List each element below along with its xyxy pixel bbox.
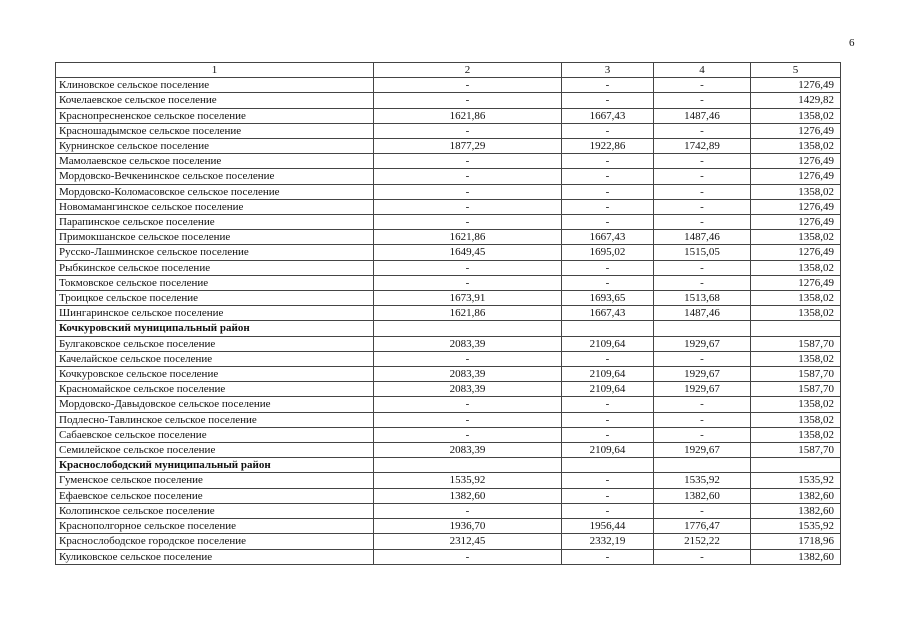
value-cell: 1382,60 <box>374 488 562 503</box>
table-body <box>56 63 841 565</box>
district-name: Краснослободский муниципальный район <box>56 458 374 473</box>
value-cell: 2083,39 <box>374 367 562 382</box>
settlement-name: Краснополгорное сельское поселение <box>56 519 374 534</box>
table-row <box>56 336 841 351</box>
value-cell: - <box>654 199 751 214</box>
value-cell: - <box>374 93 562 108</box>
value-cell: - <box>654 154 751 169</box>
settlement-name: Мордовско-Давыдовское сельское поселение <box>56 397 374 412</box>
value-cell: - <box>562 488 654 503</box>
value-cell: - <box>562 412 654 427</box>
page-number: 6 <box>849 37 855 49</box>
value-cell: - <box>654 412 751 427</box>
value-cell: - <box>654 184 751 199</box>
value-cell: 2083,39 <box>374 382 562 397</box>
district-header-row <box>56 321 841 336</box>
value-cell: 1487,46 <box>654 108 751 123</box>
value-cell: 1358,02 <box>751 397 841 412</box>
header-cell: 4 <box>654 63 751 78</box>
value-cell: 2109,64 <box>562 367 654 382</box>
value-cell: 1358,02 <box>751 260 841 275</box>
value-cell: 1358,02 <box>751 139 841 154</box>
settlement-name: Семилейское сельское поселение <box>56 443 374 458</box>
value-cell: 1667,43 <box>562 306 654 321</box>
value-cell: - <box>654 78 751 93</box>
table-row <box>56 108 841 123</box>
value-cell: 1276,49 <box>751 169 841 184</box>
value-cell <box>654 321 751 336</box>
settlement-name: Сабаевское сельское поселение <box>56 427 374 442</box>
table-row <box>56 534 841 549</box>
value-cell: 1276,49 <box>751 123 841 138</box>
tariff-table-container <box>55 62 840 565</box>
value-cell <box>374 458 562 473</box>
value-cell: - <box>562 154 654 169</box>
value-cell: 2109,64 <box>562 382 654 397</box>
header-row <box>56 63 841 78</box>
settlement-name: Краснопресненское сельское поселение <box>56 108 374 123</box>
value-cell: 1587,70 <box>751 443 841 458</box>
table-row <box>56 503 841 518</box>
table-row <box>56 199 841 214</box>
settlement-name: Токмовское сельское поселение <box>56 275 374 290</box>
settlement-name: Парапинское сельское поселение <box>56 215 374 230</box>
settlement-name: Гуменское сельское поселение <box>56 473 374 488</box>
value-cell: 1276,49 <box>751 78 841 93</box>
value-cell: 1358,02 <box>751 108 841 123</box>
value-cell: - <box>654 275 751 290</box>
value-cell: 1693,65 <box>562 291 654 306</box>
value-cell: - <box>654 123 751 138</box>
settlement-name: Мордовско-Коломасовское сельское поселение <box>56 184 374 199</box>
value-cell <box>374 321 562 336</box>
value-cell: 2109,64 <box>562 336 654 351</box>
header-cell: 1 <box>56 63 374 78</box>
table-row <box>56 367 841 382</box>
value-cell: - <box>374 412 562 427</box>
value-cell: 2109,64 <box>562 443 654 458</box>
table-row <box>56 93 841 108</box>
value-cell: 1358,02 <box>751 306 841 321</box>
value-cell: 1513,68 <box>654 291 751 306</box>
settlement-name: Качелайское сельское поселение <box>56 351 374 366</box>
value-cell: 1621,86 <box>374 306 562 321</box>
value-cell: 1276,49 <box>751 245 841 260</box>
value-cell: - <box>562 427 654 442</box>
value-cell: - <box>374 427 562 442</box>
value-cell <box>562 458 654 473</box>
value-cell: 1718,96 <box>751 534 841 549</box>
value-cell: - <box>562 184 654 199</box>
value-cell: 1515,05 <box>654 245 751 260</box>
value-cell: 1276,49 <box>751 199 841 214</box>
value-cell: 1667,43 <box>562 230 654 245</box>
value-cell: 2083,39 <box>374 443 562 458</box>
value-cell: 1535,92 <box>654 473 751 488</box>
value-cell: 1429,82 <box>751 93 841 108</box>
value-cell: - <box>654 503 751 518</box>
value-cell: 1382,60 <box>751 549 841 564</box>
value-cell: 1382,60 <box>751 488 841 503</box>
settlement-name: Красношадымское сельское поселение <box>56 123 374 138</box>
table-row <box>56 123 841 138</box>
settlement-name: Краснослободское городское поселение <box>56 534 374 549</box>
value-cell: - <box>562 169 654 184</box>
header-cell: 5 <box>751 63 841 78</box>
value-cell: - <box>654 215 751 230</box>
value-cell: 1742,89 <box>654 139 751 154</box>
value-cell <box>562 321 654 336</box>
settlement-name: Подлесно-Тавлинское сельское поселение <box>56 412 374 427</box>
value-cell: 2083,39 <box>374 336 562 351</box>
value-cell: 1535,92 <box>751 519 841 534</box>
value-cell: 1667,43 <box>562 108 654 123</box>
district-header-row <box>56 458 841 473</box>
table-row <box>56 306 841 321</box>
table-row <box>56 351 841 366</box>
header-cell: 3 <box>562 63 654 78</box>
value-cell: 1587,70 <box>751 382 841 397</box>
table-row <box>56 397 841 412</box>
value-cell: - <box>374 503 562 518</box>
value-cell: - <box>374 260 562 275</box>
value-cell: - <box>562 275 654 290</box>
value-cell: 2152,22 <box>654 534 751 549</box>
table-row <box>56 230 841 245</box>
value-cell: - <box>562 78 654 93</box>
value-cell: 1673,91 <box>374 291 562 306</box>
value-cell: - <box>562 93 654 108</box>
value-cell: 1695,02 <box>562 245 654 260</box>
value-cell: - <box>562 260 654 275</box>
value-cell <box>751 458 841 473</box>
value-cell: 1929,67 <box>654 382 751 397</box>
value-cell: - <box>374 154 562 169</box>
value-cell: - <box>562 397 654 412</box>
value-cell: - <box>374 199 562 214</box>
value-cell: - <box>374 397 562 412</box>
value-cell: - <box>562 123 654 138</box>
table-row <box>56 412 841 427</box>
value-cell: - <box>374 169 562 184</box>
settlement-name: Русско-Лашминское сельское поселение <box>56 245 374 260</box>
value-cell: 1276,49 <box>751 275 841 290</box>
settlement-name: Мамолаевское сельское поселение <box>56 154 374 169</box>
value-cell: 2332,19 <box>562 534 654 549</box>
value-cell: 1649,45 <box>374 245 562 260</box>
settlement-name: Ефаевское сельское поселение <box>56 488 374 503</box>
table-row <box>56 169 841 184</box>
table-row <box>56 139 841 154</box>
table-row <box>56 488 841 503</box>
value-cell: - <box>654 427 751 442</box>
value-cell: 1358,02 <box>751 427 841 442</box>
table-row <box>56 519 841 534</box>
settlement-name: Шингаринское сельское поселение <box>56 306 374 321</box>
value-cell: - <box>374 78 562 93</box>
value-cell: 1487,46 <box>654 306 751 321</box>
value-cell: - <box>374 275 562 290</box>
value-cell: - <box>654 169 751 184</box>
value-cell: - <box>654 351 751 366</box>
table-row <box>56 443 841 458</box>
value-cell: 1382,60 <box>654 488 751 503</box>
value-cell: 1776,47 <box>654 519 751 534</box>
table-row <box>56 275 841 290</box>
table-row <box>56 427 841 442</box>
table-row <box>56 260 841 275</box>
settlement-name: Колопинское сельское поселение <box>56 503 374 518</box>
value-cell: 1929,67 <box>654 367 751 382</box>
value-cell: 1358,02 <box>751 291 841 306</box>
table-row <box>56 473 841 488</box>
value-cell: 1276,49 <box>751 215 841 230</box>
value-cell: 1358,02 <box>751 230 841 245</box>
settlement-name: Курнинское сельское поселение <box>56 139 374 154</box>
value-cell: - <box>562 199 654 214</box>
settlement-name: Клиновское сельское поселение <box>56 78 374 93</box>
settlement-name: Булгаковское сельское поселение <box>56 336 374 351</box>
value-cell: 1276,49 <box>751 154 841 169</box>
settlement-name: Кочкуровское сельское поселение <box>56 367 374 382</box>
settlement-name: Красномайское сельское поселение <box>56 382 374 397</box>
value-cell: 1382,60 <box>751 503 841 518</box>
table-row <box>56 215 841 230</box>
value-cell: - <box>374 351 562 366</box>
table-row <box>56 382 841 397</box>
settlement-name: Куликовское сельское поселение <box>56 549 374 564</box>
table-row <box>56 245 841 260</box>
value-cell: - <box>374 215 562 230</box>
value-cell: - <box>654 397 751 412</box>
value-cell: 1358,02 <box>751 184 841 199</box>
settlement-name: Мордовско-Вечкенинское сельское поселение <box>56 169 374 184</box>
header-cell: 2 <box>374 63 562 78</box>
value-cell: 1487,46 <box>654 230 751 245</box>
table-row <box>56 549 841 564</box>
settlement-name: Примокшанское сельское поселение <box>56 230 374 245</box>
value-cell: 1877,29 <box>374 139 562 154</box>
value-cell: 1587,70 <box>751 336 841 351</box>
value-cell <box>654 458 751 473</box>
value-cell: 1535,92 <box>751 473 841 488</box>
value-cell: 1587,70 <box>751 367 841 382</box>
value-cell: 1621,86 <box>374 230 562 245</box>
table-row <box>56 291 841 306</box>
settlement-name: Троицкое сельское поселение <box>56 291 374 306</box>
value-cell: - <box>374 123 562 138</box>
value-cell: - <box>654 260 751 275</box>
value-cell: - <box>562 503 654 518</box>
district-name: Кочкуровский муниципальный район <box>56 321 374 336</box>
value-cell: 1929,67 <box>654 443 751 458</box>
value-cell: 1358,02 <box>751 412 841 427</box>
value-cell: - <box>562 215 654 230</box>
value-cell: - <box>562 351 654 366</box>
value-cell: 1922,86 <box>562 139 654 154</box>
tariff-table <box>55 62 841 565</box>
value-cell: 1956,44 <box>562 519 654 534</box>
table-row <box>56 154 841 169</box>
table-row <box>56 78 841 93</box>
value-cell: - <box>562 549 654 564</box>
value-cell: - <box>374 184 562 199</box>
settlement-name: Кочелаевское сельское поселение <box>56 93 374 108</box>
value-cell: 1358,02 <box>751 351 841 366</box>
value-cell: - <box>374 549 562 564</box>
settlement-name: Новомамангинское сельское поселение <box>56 199 374 214</box>
value-cell: - <box>562 473 654 488</box>
value-cell: 2312,45 <box>374 534 562 549</box>
value-cell: 1621,86 <box>374 108 562 123</box>
value-cell: - <box>654 93 751 108</box>
value-cell: 1936,70 <box>374 519 562 534</box>
value-cell: 1929,67 <box>654 336 751 351</box>
value-cell: 1535,92 <box>374 473 562 488</box>
value-cell <box>751 321 841 336</box>
settlement-name: Рыбкинское сельское поселение <box>56 260 374 275</box>
table-row <box>56 184 841 199</box>
value-cell: - <box>654 549 751 564</box>
